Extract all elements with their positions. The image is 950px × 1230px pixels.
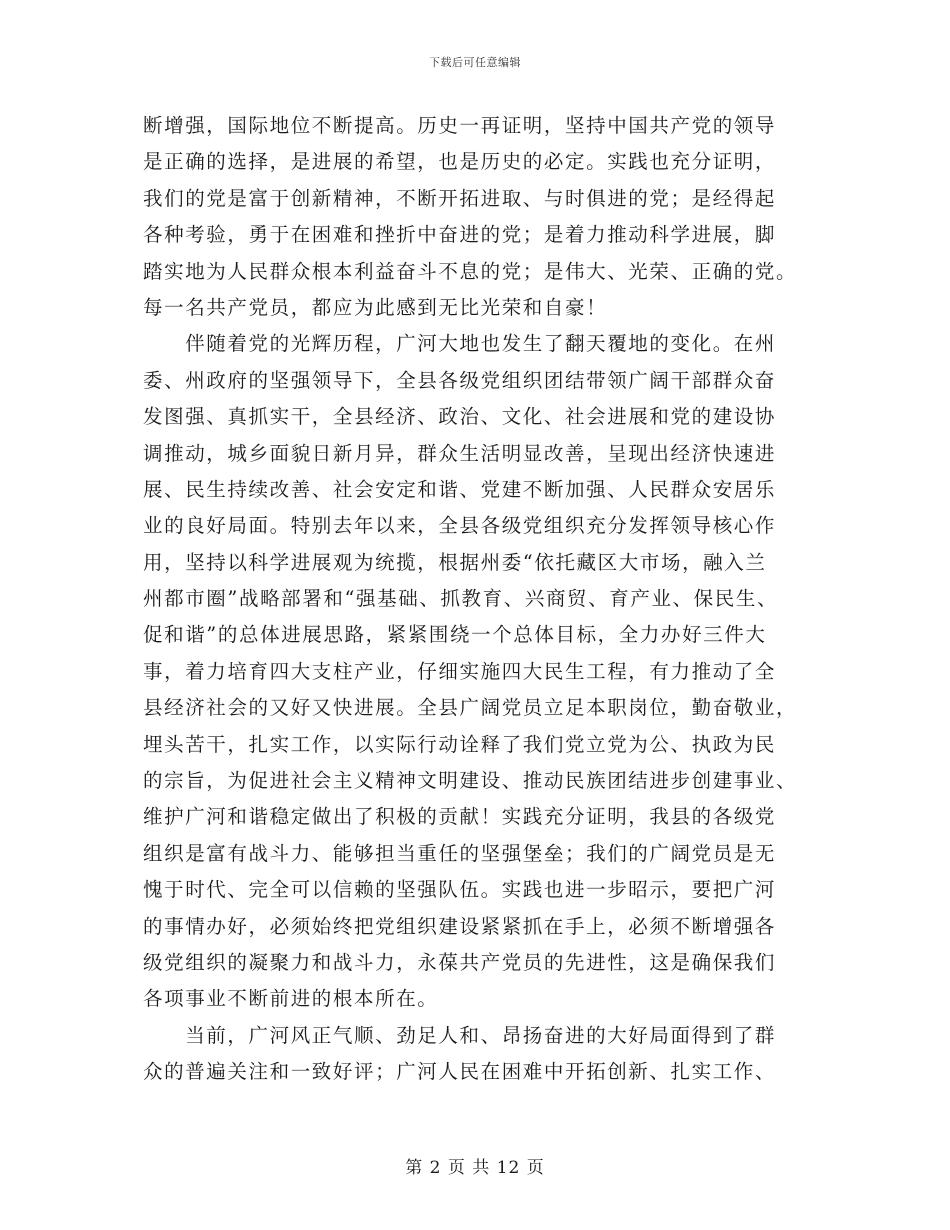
- text-line: 踏实地为人民群众根本利益奋斗不息的党；是伟大、光荣、正确的党。: [143, 259, 798, 283]
- text-line: 当前，广河风正气顺、劲足人和、昂扬奋进的大好局面得到了群: [143, 1023, 777, 1047]
- text-line: 是正确的选择，是进展的希望，也是历史的必定。实践也充分证明，: [143, 150, 777, 174]
- text-line: 组织是富有战斗力、能够担当重任的坚强堡垒；我们的广阔党员是无: [143, 841, 777, 865]
- text-line: 伴随着党的光辉历程，广河大地也发生了翻天覆地的变化。在州: [143, 332, 777, 356]
- text-line: 级党组织的凝聚力和战斗力，永葆共产党员的先进性，这是确保我们: [143, 950, 777, 974]
- text-line: 愧于时代、完全可以信赖的坚强队伍。实践也进一步昭示，要把广河: [143, 878, 777, 902]
- text-line: 各种考验，勇于在困难和挫折中奋进的党；是着力推动科学进展，脚: [143, 223, 777, 247]
- text-line: 维护广河和谐稳定做出了积极的贡献！实践充分证明，我县的各级党: [143, 805, 777, 829]
- text-line: 业的良好局面。特别去年以来，全县各级党组织充分发挥领导核心作: [143, 514, 777, 538]
- text-line: 县经济社会的又好又快进展。全县广阔党员立足本职岗位，勤奋敬业，: [143, 696, 798, 720]
- document-body: [143, 108, 811, 1091]
- text-line: 各项事业不断前进的根本所在。: [143, 987, 439, 1011]
- text-line: 展、民生持续改善、社会安定和谐、党建不断加强、人民群众安居乐: [143, 477, 777, 501]
- page-header: 下载后可任意编辑: [429, 56, 521, 69]
- page-number-footer: 第 2 页 共 12 页: [405, 1158, 545, 1178]
- text-line: 的事情办好，必须始终把党组织建设紧紧抓在手上，必须不断增强各: [143, 914, 777, 938]
- text-line: 断增强，国际地位不断提高。历史一再证明，坚持中国共产党的领导: [143, 114, 777, 137]
- text-line: 每一名共产党员，都应为此感到无比光荣和自豪！: [143, 295, 608, 319]
- text-line: 的宗旨，为促进社会主义精神文明建设、推动民族团结进步创建事业、: [143, 769, 798, 793]
- text-line: 调推动，城乡面貌日新月异，群众生活明显改善，呈现出经济快速进: [143, 441, 777, 465]
- text-line: 促和谐”的总体进展思路，紧紧围绕一个总体目标，全力办好三件大: [143, 623, 767, 647]
- text-line: 众的普遍关注和一致好评；广河人民在困难中开拓创新、扎实工作、: [143, 1060, 777, 1084]
- text-line: 用，坚持以科学进展观为统揽，根据州委“依托藏区大市场，融入兰: [143, 550, 767, 574]
- text-line: 发图强、真抓实干，全县经济、政治、文化、社会进展和党的建设协: [143, 405, 777, 429]
- text-line: 委、州政府的坚强领导下，全县各级党组织团结带领广阔干部群众奋: [143, 368, 777, 392]
- text-line: 埋头苦干，扎实工作，以实际行动诠释了我们党立党为公、执政为民: [143, 732, 777, 756]
- text-line: 我们的党是富于创新精神，不断开拓进取、与时俱进的党；是经得起: [143, 186, 777, 210]
- text-line: 州都市圈”战略部署和“强基础、抓教育、兴商贸、育产业、保民生、: [143, 587, 779, 611]
- text-line: 事，着力培育四大支柱产业，仔细实施四大民生工程，有力推动了全: [143, 659, 777, 683]
